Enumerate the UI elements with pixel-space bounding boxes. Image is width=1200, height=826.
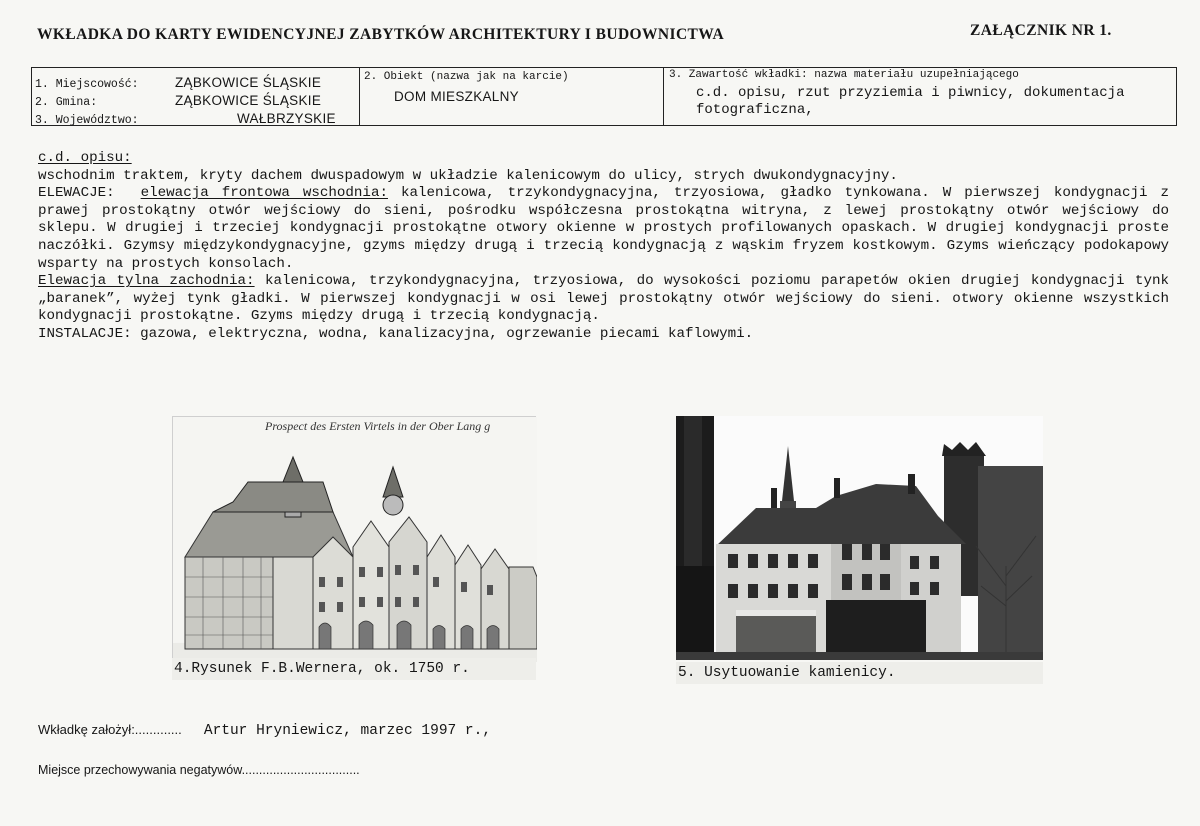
installations-line: INSTALACJE: gazowa, elektryczna, wodna, kanalizacyjna, ogrzewanie piecami kaflowymi.	[38, 325, 754, 342]
rear-elevation-paragraph	[38, 273, 1169, 326]
contents-value: c.d. opisu, rzut przyziemia i piwnicy, dokumentacja fotograficzna,	[696, 85, 1125, 118]
negatives-label: Miejsce przechowywania negatywów..................................	[38, 763, 360, 777]
founder-label: Wkładkę założył:.............	[38, 722, 182, 737]
rear-elevation-heading: Elewacja tylna zachodnia:	[38, 273, 255, 290]
identification-table	[31, 67, 1177, 126]
voivodeship-row	[35, 111, 336, 127]
photo-illustration	[676, 416, 1043, 660]
front-elevation-heading: elewacja frontowa wschodnia:	[140, 185, 388, 202]
object-label: 2. Obiekt (nazwa jak na karcie)	[364, 71, 569, 83]
werner-drawing-image	[172, 416, 536, 661]
contents-label: 3. Zawartość wkładki: nazwa materiału uzupełniającego	[669, 69, 1019, 81]
founder-line	[38, 722, 491, 739]
elevations-label: ELEWACJE:	[38, 185, 115, 202]
voivodeship-label: 3. Województwo:	[35, 114, 139, 127]
front-elevation-paragraph	[38, 185, 1169, 273]
negatives-line	[38, 763, 360, 778]
figure-photo	[676, 416, 1043, 684]
rear-elevation-text: kalenicowa, trzykondygnacyjna, trzyosiowa, do wysokości poziomu parapetów okien drugiej kondygnacji tynk „baranek”, wyżej tynk gładki. W pierwszej kondygnacji w osi lewej prostokątny otwór wejściowy do sieni. otwory okienne wszystkich kondygnacji prostokątne. Gzyms między drugą i trzecią kondygnacją.	[38, 273, 1169, 325]
object-value: DOM MIESZKALNY	[394, 89, 519, 104]
annex-number: ZAŁĄCZNIK NR 1.	[970, 22, 1112, 39]
voivodeship-value: WAŁBRZYSKIE	[237, 111, 336, 126]
drawing-caption: 4.Rysunek F.B.Wernera, ok. 1750 r.	[172, 658, 536, 680]
locality-value: ZĄBKOWICE ŚLĄSKIE	[175, 75, 322, 90]
description-line-1: wschodnim traktem, kryty dachem dwuspadowym w układzie kalenicowym do ulicy, strych dwukondygnacyjny.	[38, 167, 898, 184]
continuation-heading: c.d. opisu:	[38, 150, 132, 166]
object-cell	[360, 68, 664, 125]
commune-value: ZĄBKOWICE ŚLĄSKIE	[175, 93, 322, 108]
commune-label: 2. Gmina:	[35, 96, 98, 109]
commune-row	[35, 93, 322, 109]
townhouse-photo	[676, 416, 1043, 660]
front-elevation-text: kalenicowa, trzykondygnacyjna, trzyosiowa, gładko tynkowana. W pierwszej kondygnacji z prawej prostokątny otwór wejściowy do sieni, pośrodku współczesna prostokątna witryna, z lewej prostokątny otwór wejściowy do sklepu. W drugiej i trzeciej kondygnacji prostokątne otwory okienne w prostych profilowanych opaskach. W drugiej kondygnacji proste naczółki. Gzymsy międzykondygnacyjne, gzyms między drugą i trzecią kondygnacją z wąskim fryzem kostkowym. Gzyms wieńczący podokapowy wsparty na prostych konsolach.	[38, 185, 1170, 272]
location-cell	[32, 68, 360, 125]
contents-cell	[664, 68, 1176, 125]
document-title: WKŁADKA DO KARTY EWIDENCYJNEJ ZABYTKÓW ARCHITEKTURY I BUDOWNICTWA	[37, 26, 725, 43]
locality-row	[35, 75, 322, 91]
drawing-inscription: Prospect des Ersten Virtels in der Ober Lang g	[265, 419, 491, 433]
figure-drawing	[172, 416, 536, 680]
drawing-illustration	[173, 417, 537, 662]
photo-caption: 5. Usytuowanie kamienicy.	[676, 662, 1043, 684]
description-text	[38, 150, 1169, 344]
locality-label: 1. Miejscowość:	[35, 78, 139, 91]
founder-value: Artur Hryniewicz, marzec 1997 r.,	[203, 723, 492, 739]
